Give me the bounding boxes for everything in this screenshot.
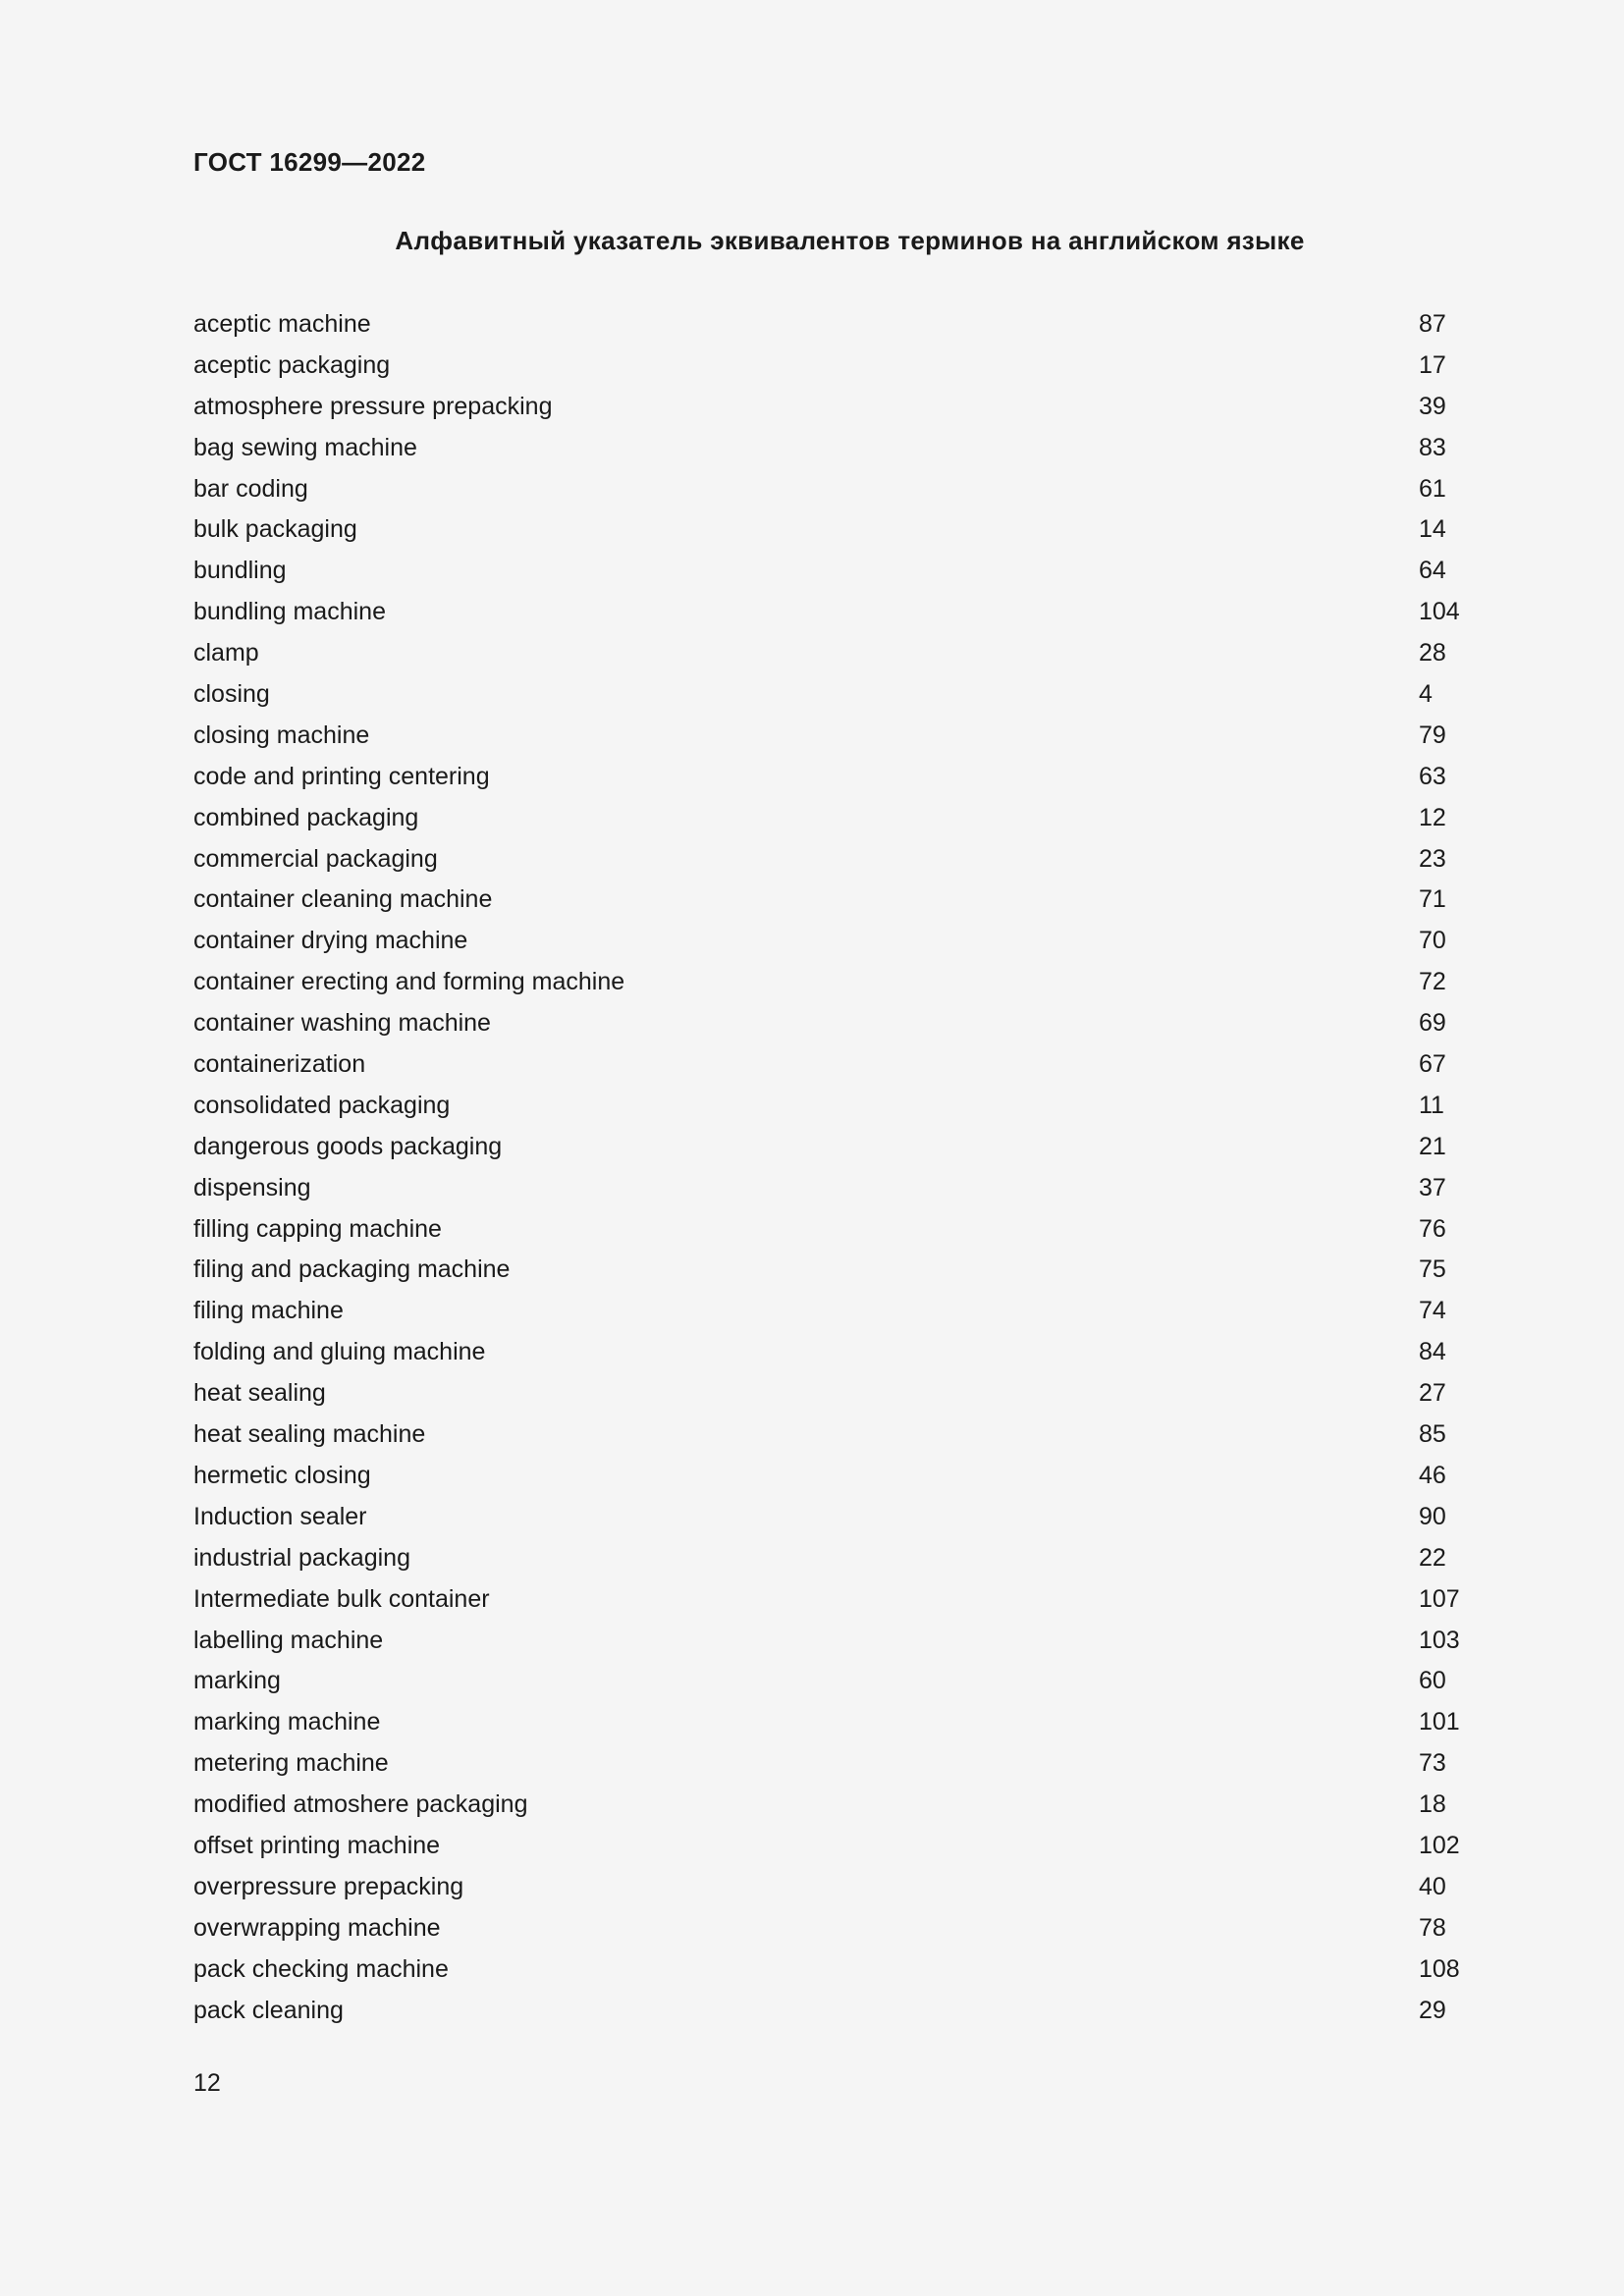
- term-number: 108: [1419, 1954, 1460, 1983]
- term-name: pack checking machine: [193, 1954, 449, 1983]
- term-name: code and printing centering: [193, 762, 490, 790]
- term-row: [193, 633, 1470, 674]
- term-row: [193, 1127, 1470, 1168]
- term-name: combined packaging: [193, 803, 419, 831]
- term-name: heat sealing: [193, 1379, 326, 1408]
- term-name: heat sealing machine: [193, 1420, 426, 1449]
- term-row: [193, 1456, 1470, 1497]
- term-row: [193, 551, 1470, 592]
- term-row: [193, 1497, 1470, 1538]
- term-name: Induction sealer: [193, 1502, 367, 1530]
- term-number: 70: [1419, 927, 1446, 955]
- term-number: 39: [1419, 392, 1446, 420]
- term-row: [193, 1908, 1470, 1949]
- term-name: aceptic packaging: [193, 350, 391, 379]
- term-number: 72: [1419, 968, 1446, 996]
- term-number: 87: [1419, 310, 1446, 338]
- term-row: [193, 962, 1470, 1003]
- term-name: bundling: [193, 557, 287, 585]
- term-number: 4: [1419, 680, 1433, 709]
- term-name: commercial packaging: [193, 844, 438, 873]
- term-number: 76: [1419, 1214, 1446, 1243]
- term-number: 79: [1419, 721, 1446, 749]
- term-number: 90: [1419, 1502, 1446, 1530]
- term-name: metering machine: [193, 1749, 389, 1778]
- term-row: [193, 592, 1470, 633]
- term-name: filling capping machine: [193, 1214, 442, 1243]
- term-row: [193, 1702, 1470, 1743]
- term-number: 67: [1419, 1050, 1446, 1079]
- term-number: 64: [1419, 557, 1446, 585]
- term-row: [193, 1538, 1470, 1579]
- term-number: 71: [1419, 885, 1446, 914]
- term-row: [193, 880, 1470, 921]
- term-name: pack cleaning: [193, 1996, 344, 2024]
- term-name: hermetic closing: [193, 1461, 371, 1489]
- term-row: [193, 1991, 1470, 2032]
- term-name: marking: [193, 1667, 281, 1695]
- term-number: 85: [1419, 1420, 1446, 1449]
- term-row: [193, 1949, 1470, 1991]
- term-number: 37: [1419, 1173, 1446, 1201]
- term-row: [193, 674, 1470, 716]
- term-number: 29: [1419, 1996, 1446, 2024]
- term-number: 73: [1419, 1749, 1446, 1778]
- term-name: bag sewing machine: [193, 433, 417, 461]
- term-number: 75: [1419, 1255, 1446, 1284]
- term-row: [193, 1086, 1470, 1127]
- term-row: [193, 1250, 1470, 1291]
- term-number: 104: [1419, 598, 1460, 626]
- term-number: 14: [1419, 515, 1446, 544]
- term-row: [193, 1373, 1470, 1415]
- term-name: clamp: [193, 639, 259, 667]
- term-number: 74: [1419, 1297, 1446, 1325]
- term-number: 78: [1419, 1913, 1446, 1942]
- term-number: 17: [1419, 350, 1446, 379]
- section-title: Алфавитный указатель эквивалентов терминов на английском языке: [395, 226, 1305, 255]
- term-row: [193, 921, 1470, 962]
- term-name: container drying machine: [193, 927, 468, 955]
- term-number: 21: [1419, 1132, 1446, 1160]
- term-row: [193, 509, 1470, 551]
- term-number: 83: [1419, 433, 1446, 461]
- term-name: folding and gluing machine: [193, 1338, 486, 1366]
- term-row: [193, 757, 1470, 798]
- term-name: filing and packaging machine: [193, 1255, 511, 1284]
- term-name: closing: [193, 680, 270, 709]
- term-name: filing machine: [193, 1297, 344, 1325]
- term-name: container cleaning machine: [193, 885, 493, 914]
- term-name: modified atmoshere packaging: [193, 1790, 528, 1819]
- term-name: bundling machine: [193, 598, 386, 626]
- page-number: 12: [193, 2069, 221, 2097]
- term-name: industrial packaging: [193, 1543, 410, 1572]
- term-name: marking machine: [193, 1708, 381, 1736]
- term-row: [193, 1867, 1470, 1908]
- term-row: [193, 1743, 1470, 1785]
- term-name: bulk packaging: [193, 515, 357, 544]
- term-row: [193, 1621, 1470, 1662]
- term-name: bar coding: [193, 474, 308, 503]
- term-name: dispensing: [193, 1173, 311, 1201]
- term-number: 107: [1419, 1584, 1460, 1613]
- term-number: 40: [1419, 1872, 1446, 1900]
- term-row: [193, 1209, 1470, 1251]
- term-name: containerization: [193, 1050, 366, 1079]
- term-row: [193, 716, 1470, 757]
- term-row: [193, 1661, 1470, 1702]
- term-number: 22: [1419, 1543, 1446, 1572]
- term-number: 11: [1419, 1091, 1444, 1119]
- term-name: Intermediate bulk container: [193, 1584, 490, 1613]
- term-name: closing machine: [193, 721, 370, 749]
- term-number: 102: [1419, 1831, 1460, 1859]
- term-name: overpressure prepacking: [193, 1872, 464, 1900]
- term-row: [193, 387, 1470, 428]
- term-row: [193, 1332, 1470, 1373]
- term-number: 84: [1419, 1338, 1446, 1366]
- term-row: [193, 1168, 1470, 1209]
- term-number: 28: [1419, 639, 1446, 667]
- term-number: 103: [1419, 1626, 1460, 1654]
- term-row: [193, 1785, 1470, 1826]
- term-number: 18: [1419, 1790, 1446, 1819]
- term-name: labelling machine: [193, 1626, 384, 1654]
- term-number: 27: [1419, 1379, 1446, 1408]
- term-row: [193, 1291, 1470, 1332]
- term-number: 69: [1419, 1009, 1446, 1038]
- term-row: [193, 839, 1470, 881]
- term-row: [193, 1044, 1470, 1086]
- term-index-list: [193, 304, 1470, 2031]
- term-row: [193, 346, 1470, 387]
- term-name: dangerous goods packaging: [193, 1132, 503, 1160]
- term-number: 46: [1419, 1461, 1446, 1489]
- term-number: 63: [1419, 762, 1446, 790]
- term-name: container washing machine: [193, 1009, 491, 1038]
- term-number: 12: [1419, 803, 1446, 831]
- term-row: [193, 798, 1470, 839]
- term-name: overwrapping machine: [193, 1913, 441, 1942]
- term-number: 101: [1419, 1708, 1460, 1736]
- term-name: aceptic machine: [193, 310, 371, 338]
- term-number: 61: [1419, 474, 1446, 503]
- term-row: [193, 1003, 1470, 1044]
- term-name: consolidated packaging: [193, 1091, 451, 1119]
- term-row: [193, 304, 1470, 346]
- term-name: offset printing machine: [193, 1831, 441, 1859]
- term-name: atmosphere pressure prepacking: [193, 392, 553, 420]
- term-row: [193, 469, 1470, 510]
- term-name: container erecting and forming machine: [193, 968, 625, 996]
- term-row: [193, 1826, 1470, 1867]
- term-row: [193, 1579, 1470, 1621]
- document-code: ГОСТ 16299—2022: [193, 147, 426, 177]
- term-number: 23: [1419, 844, 1446, 873]
- term-number: 60: [1419, 1667, 1446, 1695]
- term-row: [193, 428, 1470, 469]
- term-row: [193, 1415, 1470, 1456]
